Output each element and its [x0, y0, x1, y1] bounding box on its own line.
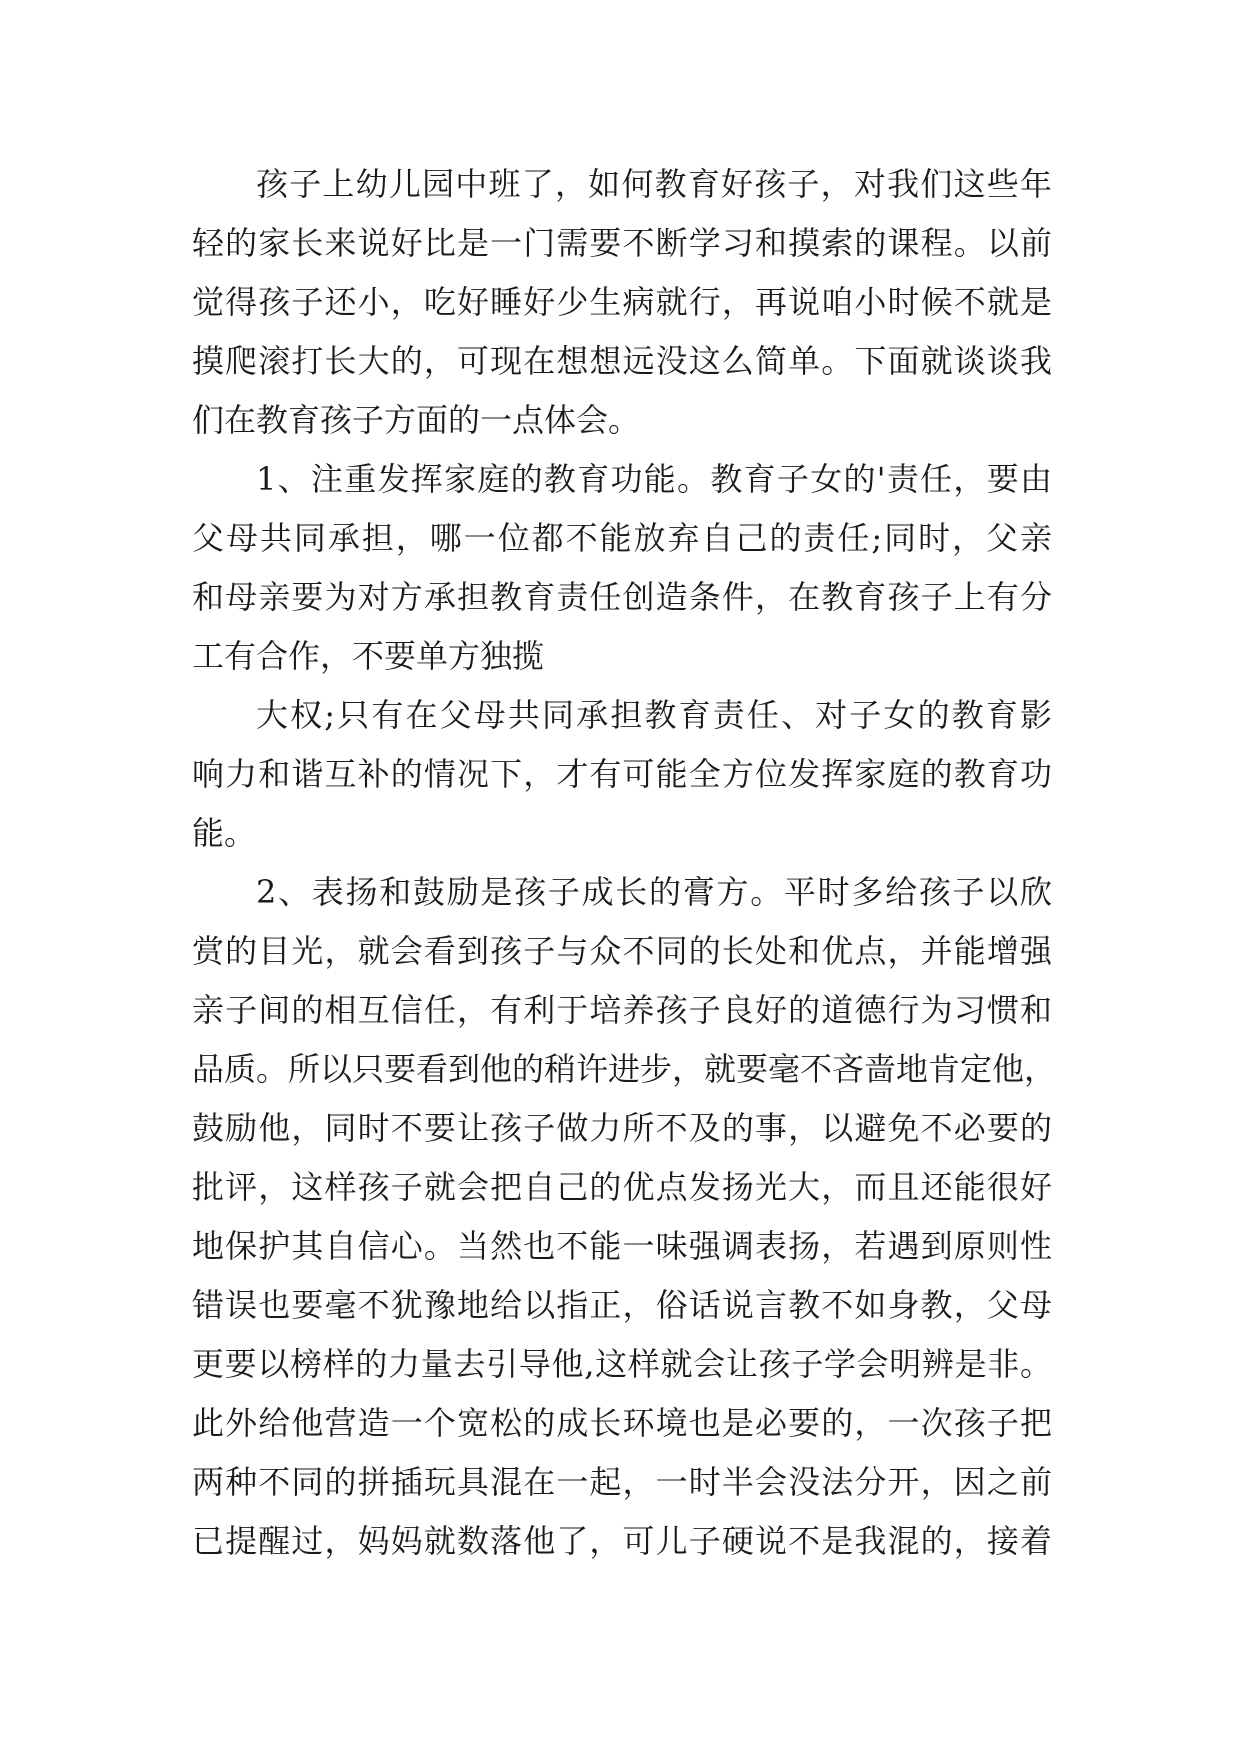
text-line: 地保护其自信心。当然也不能一味强调表扬，若遇到原则性	[192, 1227, 1052, 1265]
text-line: 批评，这样孩子就会把自己的优点发扬光大，而且还能很好	[192, 1168, 1052, 1206]
text-line: 品质。所以只要看到他的稍许进步，就要毫不吝啬地肯定他，	[192, 1050, 1057, 1088]
text-line: 两种不同的拼插玩具混在一起，一时半会没法分开，因之前	[192, 1463, 1052, 1501]
text-line: 此外给他营造一个宽松的成长环境也是必要的，一次孩子把	[192, 1404, 1052, 1442]
text-line: 们在教育孩子方面的一点体会。	[192, 401, 641, 439]
text-line: 赏的目光，就会看到孩子与众不同的长处和优点，并能增强	[192, 932, 1052, 970]
text-line: 亲子间的相互信任，有利于培养孩子良好的道德行为习惯和	[192, 991, 1052, 1029]
text-line: 孩子上幼儿园中班了，如何教育好孩子，对我们这些年	[256, 165, 1052, 203]
text-line: 已提醒过，妈妈就数落他了，可儿子硬说不是我混的，接着	[192, 1522, 1052, 1560]
text-line: 错误也要毫不犹豫地给以指正，俗话说言教不如身教，父母	[192, 1286, 1052, 1324]
text-line: 工有合作，不要单方独揽	[192, 637, 545, 675]
text-line: 2、表扬和鼓励是孩子成长的膏方。平时多给孩子以欣	[256, 873, 1052, 911]
text-line: 大权;只有在父母共同承担教育责任、对子女的教育影	[256, 696, 1052, 734]
text-line: 鼓励他，同时不要让孩子做力所不及的事，以避免不必要的	[192, 1109, 1052, 1147]
text-line: 1、注重发挥家庭的教育功能。教育子女的'责任，要由	[256, 460, 1052, 498]
text-line: 摸爬滚打长大的，可现在想想远没这么简单。下面就谈谈我	[192, 342, 1052, 380]
text-line: 父母共同承担，哪一位都不能放弃自己的责任;同时，父亲	[192, 519, 1052, 557]
text-line: 觉得孩子还小，吃好睡好少生病就行，再说咱小时候不就是	[192, 283, 1052, 321]
text-line: 和母亲要为对方承担教育责任创造条件，在教育孩子上有分	[192, 578, 1052, 616]
text-line: 能。	[192, 814, 257, 852]
text-line: 轻的家长来说好比是一门需要不断学习和摸索的课程。以前	[192, 224, 1052, 262]
text-line: 响力和谐互补的情况下，才有可能全方位发挥家庭的教育功	[192, 755, 1052, 793]
text-line: 更要以榜样的力量去引导他,这样就会让孩子学会明辨是非。	[192, 1345, 1052, 1383]
